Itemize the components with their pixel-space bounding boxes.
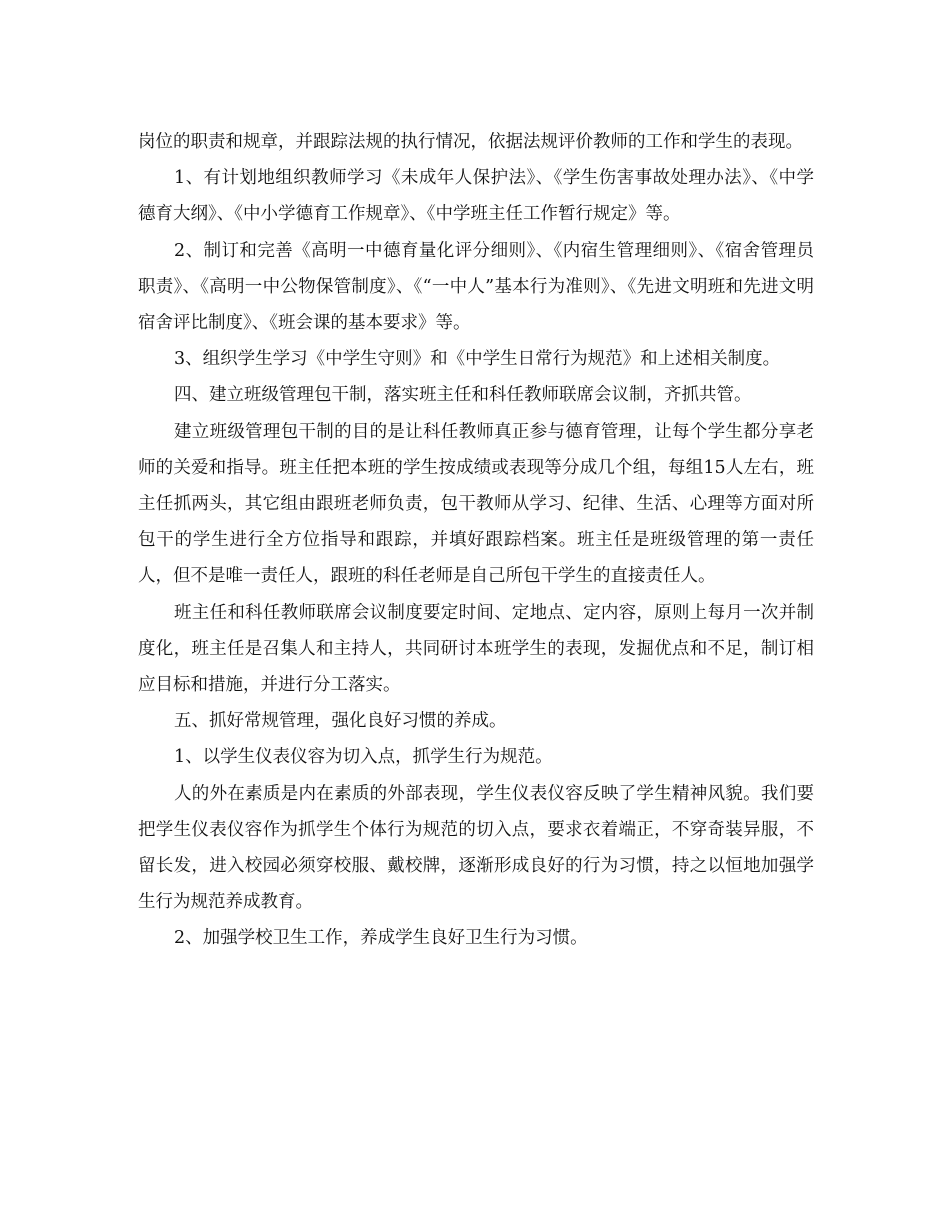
- paragraph-joint-meeting: 班主任和科任教师联席会议制度要定时间、定地点、定内容，原则上每月一次并制度化，班主任是召集人和主持人，共同研讨本班学生的表现，发掘优点和不足，制订相应目标和措施，并进行分工落实。: [138, 602, 814, 696]
- paragraph-item-1-study-laws: 1、有计划地组织教师学习《未成年人保护法》、《学生伤害事故处理办法》、《中学德育大纲》、《中小学德育工作规章》、《中学班主任工作暂行规定》等。: [138, 168, 814, 225]
- document-body: [138, 124, 814, 957]
- section-heading-4: 四、建立班级管理包干制，落实班主任和科任教师联席会议制，齐抓共管。: [174, 385, 752, 406]
- paragraph-class-management: 建立班级管理包干制的目的是让科任教师真正参与德育管理，让每个学生都分享老师的关爱和指导。班主任把本班的学生按成绩或表现等分成几个组，每组15人左右，班主任抓两头，其它组由跟班老师负责，包干教师从学习、纪律、生活、心理等方面对所包干的学生进行全方位指导和跟踪，并填好跟踪档案。班主任是班级管理的第一责任人，但不是唯一责任人，跟班的科任老师是自己所包干学生的直接责任人。: [138, 421, 814, 587]
- paragraph-item-2-regulations: 2、制订和完善《高明一中德育量化评分细则》、《内宿生管理细则》、《宿舍管理员职责》、《高明一中公物保管制度》、《“一中人”基本行为准则》、《先进文明班和先进文明宿舍评比制度》、《班会课的基本要求》等。: [138, 240, 814, 334]
- subheading-item-2-hygiene: 2、加强学校卫生工作，养成学生良好卫生行为习惯。: [174, 928, 588, 949]
- subheading-item-1-appearance: 1、以学生仪表仪容为切入点，抓学生行为规范。: [174, 747, 553, 768]
- paragraph-item-3-student-study: 3、组织学生学习《中学生守则》和《中学生日常行为规范》和上述相关制度。: [174, 349, 781, 370]
- paragraph-continuation: 岗位的职责和规章，并跟踪法规的执行情况，依据法规评价教师的工作和学生的表现。: [138, 132, 803, 152]
- paragraph-appearance: 人的外在素质是内在素质的外部表现，学生仪表仪容反映了学生精神风貌。我们要把学生仪表仪容作为抓学生个体行为规范的切入点，要求衣着端正，不穿奇装异服，不留长发，进入校园必须穿校服、戴校牌，逐渐形成良好的行为习惯，持之以恒地加强学生行为规范养成教育。: [138, 783, 814, 913]
- section-heading-5: 五、抓好常规管理，强化良好习惯的养成。: [174, 711, 507, 732]
